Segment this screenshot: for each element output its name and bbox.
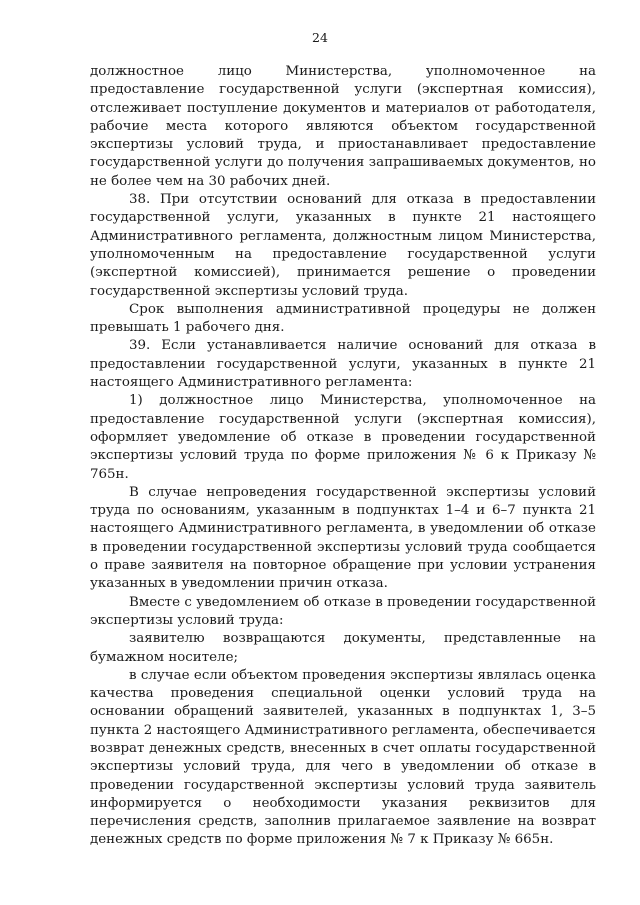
paragraph-refund: в случае если объектом проведения экспертизы являлась оценка качества проведения специальной оценки условий труда на основании обращений заявителей, указанных в подпунктах 1, 3–5 пункта 2 настоящего Административного регламента, обеспечивается возврат денежных средств, внесенных в счет оплаты государственной экспертизы условий труда, для чего в уведомлении об отказе в проведении государственной экспертизы условий труда заявитель информируется о необходимости указания реквизитов для перечисления средств, заполнив прилагаемое заявление на возврат денежных средств по форме приложения № 7 к Приказу № 665н. bbox=[90, 667, 596, 848]
document-body bbox=[90, 63, 596, 850]
paragraph-continuation: должностное лицо Министерства, уполномоченное на предоставление государственной услуги (экспертная комиссия), отслеживает поступление документов и материалов от работодателя, рабочие места которого являются объектом государственной экспертизы условий труда, и приостанавливает предоставление государственной услуги до получения запрашиваемых документов, но не более чем на 30 рабочих дней. bbox=[90, 64, 596, 189]
paragraph-with-notice: Вместе с уведомлением об отказе в проведении государственной экспертизы условий труда: bbox=[90, 594, 596, 628]
paragraph-documents-returned: заявителю возвращаются документы, представленные на бумажном носителе; bbox=[90, 631, 596, 665]
paragraph-39: 39. Если устанавливается наличие оснований для отказа в предоставлении государственной услуги, указанных в пункте 21 настоящего Административного регламента: bbox=[90, 338, 596, 391]
page-number: 24 bbox=[312, 30, 328, 45]
paragraph-refusal-grounds: В случае непроведения государственной экспертизы условий труда по основаниям, указанным в подпунктах 1–4 и 6–7 пункта 21 настоящего Административного регламента, в уведомлении об отказе в проведении государственной экспертизы условий труда сообщается о праве заявителя на повторное обращение при условии устранения указанных в уведомлении причин отказа. bbox=[90, 484, 596, 592]
paragraph-deadline: Срок выполнения административной процедуры не должен превышать 1 рабочего дня. bbox=[90, 301, 596, 336]
paragraph-39-item-1: 1) должностное лицо Министерства, уполномоченное на предоставление государственной услуги (экспертная комиссия), оформляет уведомление об отказе в проведении государственной экспертизы условий труда по форме приложения № 6 к Приказу № 765н. bbox=[90, 393, 596, 482]
paragraph-38: 38. При отсутствии оснований для отказа в предоставлении государственной услуги, указанных в пункте 21 настоящего Административного регламента, должностным лицом Министерства, уполномоченным на предоставление государственной услуги (экспертной комиссией), принимается решение о проведении государственной экспертизы условий труда. bbox=[90, 192, 596, 299]
